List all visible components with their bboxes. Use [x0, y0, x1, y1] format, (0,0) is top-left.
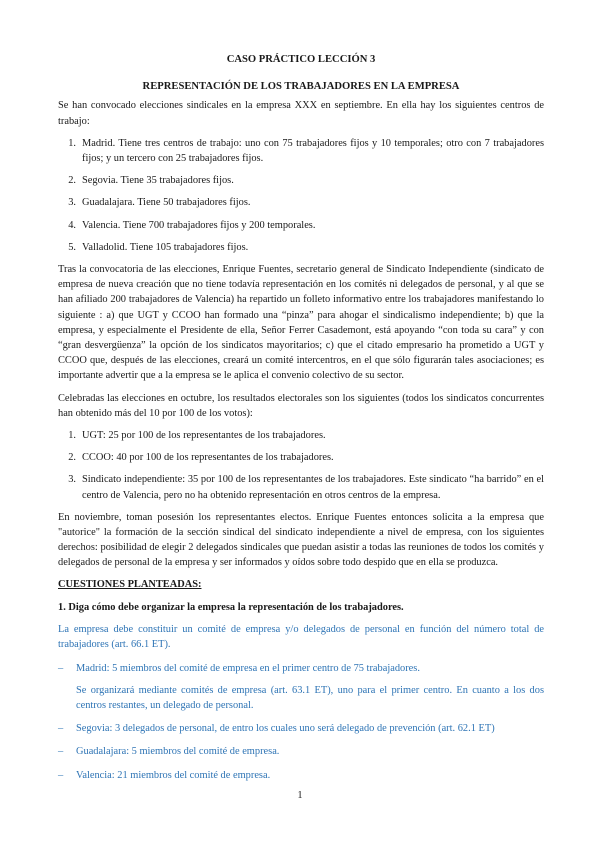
centros-list	[58, 136, 544, 255]
list-item: 2. Segovia. Tiene 35 trabajadores fijos.	[68, 175, 234, 187]
answer-intro: La empresa debe constituir un comité de empresa y/o delegados de personal en función del número total de trabajadores (art. 66.1 ET).	[58, 624, 544, 651]
answer-madrid: – Madrid: 5 miembros del comité de empresa en el primer centro de 75 trabajadores.	[58, 661, 544, 676]
list-item: 4. Valencia. Tiene 700 trabajadores fijos y 200 temporales.	[68, 219, 316, 231]
list-item: 2. CCOO: 40 por 100 de los representantes de los trabajadores.	[68, 452, 334, 464]
page-number: 1	[297, 790, 303, 801]
resultados-list	[58, 428, 544, 503]
question-1: 1. Diga cómo debe organizar la empresa la representación de los trabajadores.	[58, 601, 404, 613]
resultados-paragraph: Celebradas las elecciones en octubre, los resultados electorales son los siguientes (todos los sindicatos concurrentes han obtenido más del 10 por 100 de los votos):	[58, 392, 544, 419]
list-item: 3. Guadalajara. Tiene 50 trabajadores fijos.	[68, 197, 251, 209]
document-page	[58, 52, 544, 783]
dash-bullet: –	[58, 769, 64, 781]
noviembre-paragraph: En noviembre, toman posesión los representantes electos. Enrique Fuentes entonces solicita a la empresa que "autorice" la formación de la sección sindical del sindicato independiente a nivel de empresa, con los siguientes derechos: posibilidad de elegir 2 delegados sindicales que puedan asistir a todas las reuniones de todos los comités y delegados de personal de la empresa y ser informados y oídos sobre todo despido que en ella se produzca.	[58, 511, 544, 569]
list-item: 1. Madrid. Tiene tres centros de trabajo: uno con 75 trabajadores fijos y 10 temporales; otro con 7 trabajadores fijos; y un tercero con 25 trabajadores fijos.	[68, 137, 544, 165]
convocatoria-paragraph: Tras la convocatoria de las elecciones, Enrique Fuentes, secretario general de Sindicato Independiente (sindicato de empresa de nueva creación que no tiene todavía representación en los comités ni delegados de personal, y al que se han afiliado 200 trabajadores de Valencia) ha repartido un folleto informativo entre los trabajadores manifestando lo siguiente : a) que UGT y CCOO han formado una “pinza” para ahogar el sindicalismo independiente; b) que la empresa, y especialmente el Presidente de ella, Señor Ferrer Casademont, está apoyando “con toda su cara” y con “gran desvergüenza” la opción de los sindicatos mayoritarios; c) que el citado empresario ha prometido a UGT y CCOO que, después de las elecciones, creará un comité intercentros, en el que sólo figurarán tales asociaciones; es importante advertir que a la empresa se le aplica el convenio colectivo de su sector.	[58, 264, 544, 382]
section-heading: CUESTIONES PLANTEADAS:	[58, 578, 202, 590]
answer-madrid-note: Se organizará mediante comités de empresa (art. 63.1 ET), uno para el primer centro. En cuanto a los dos centros restantes, un delegado de personal.	[76, 684, 544, 711]
dash-bullet: –	[58, 746, 64, 758]
answer-valencia: – Valencia: 21 miembros del comité de empresa.	[58, 768, 544, 783]
answer-segovia: – Segovia: 3 delegados de personal, de entro los cuales uno será delegado de prevención (art. 62.1 ET)	[58, 721, 544, 736]
list-item: 1. UGT: 25 por 100 de los representantes de los trabajadores.	[68, 430, 326, 442]
intro-paragraph: Se han convocado elecciones sindicales en la empresa XXX en septiembre. En ella hay los siguientes centros de trabajo:	[58, 100, 544, 127]
document-subtitle: REPRESENTACIÓN DE LOS TRABAJADORES EN LA EMPRESA	[142, 81, 460, 93]
dash-bullet: –	[58, 723, 64, 735]
document-title: CASO PRÁCTICO LECCIÓN 3	[226, 54, 376, 65]
answer-guadalajara: – Guadalajara: 5 miembros del comité de empresa.	[58, 744, 544, 759]
list-item: 3. Sindicato independiente: 35 por 100 de los representantes de los trabajadores. Este sindicato “ha barrido” en el centro de Valencia, pero no ha obtenido representación en otros centros de la empresa.	[68, 474, 544, 501]
dash-bullet: –	[58, 662, 64, 674]
list-item: 5. Valladolid. Tiene 105 trabajadores fijos.	[68, 241, 249, 253]
